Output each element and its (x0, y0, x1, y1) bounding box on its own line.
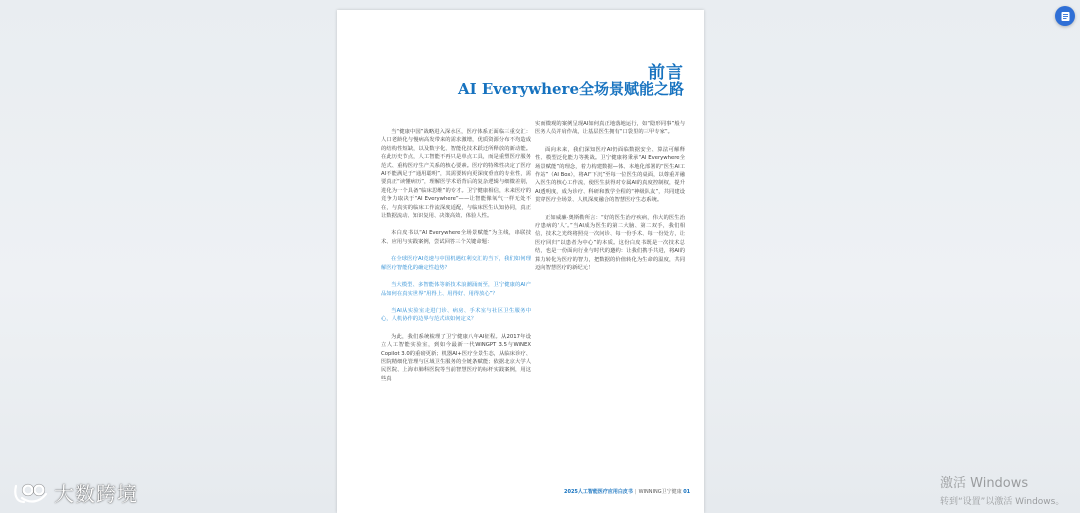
paragraph: 面向未来，我们深知医疗AI仍面临数据安全、算法可解释性、模型泛化能力等挑战。卫宁健康将秉承“AI Everywhere全场景赋能”的理念，着力构建数据—体、本地化部署的“医生AI工作站”（AI Box），将AI“下沉”至每一位医生的桌面，以尊重并融入医生的核心工作流，使医生获得对专属AI的真度控制权，提升AI透明度，成为诊疗、科研和教学全程的“神级队友”，共同建设贯穿医疗全场景、人机深度融合的智慧医疗生态系统。 (535, 146, 685, 204)
paragraph: 本白皮书以“AI Everywhere全场景赋能”为主线，串联技术、应用与实践案例，尝试回答三个关键命题： (381, 230, 531, 245)
watermark (12, 478, 138, 507)
page-title-en: AI Everywhere全场景赋能之路 (458, 80, 684, 98)
document-page (337, 10, 704, 513)
paragraph: 正如威廉·奥斯勒所言：“好的医生治疗疾病，伟大的医生治疗患病的‘人’。”当AI成为医生的第二大脑、第二双手，我们相信，技术之光终将照亮一次问诊、每一份手术、每一份处方，让医疗回归“以患者为中心”的本质。这份白皮书既是一次技术总结，也是一份面向行业与时代的邀约：让我们携手共进，将AI的算力转化为医疗的智力，把数据的价值转化为生命的温度，共同迈向智慧医疗的新纪元！ (535, 214, 685, 272)
paragraph: 为此，我们系统梳理了卫宁健康八年AI征程。从2017年设立人工智能实验室，到如今最新一代WiNGPT 3.5与WiNEX Copilot 3.0的重磅更新；机器AI+医疗全景生态，从临床诊疗、医院精细化管理与区域卫生服务的全链条赋能；依据北京大学人民医院、上海市肺科医院等当前智慧医疗的标杆实践案例，用这些真 (381, 333, 531, 382)
right-column (535, 120, 685, 282)
question-paragraph: 在全球医疗AI竞速与中国机遇红利交汇的当下，我们如何理解医疗智能化的确定性趋势？ (381, 256, 531, 271)
paragraph: 实而微观的案例呈现AI如何真正地落地运行，如“隐形同事”般与医务人员并肩作战，让基层医生拥有“口袋里的三甲专家”。 (535, 121, 685, 136)
paragraph: 当“健康中国”战略进入深水区，医疗体系正面临三重交汇：人口老龄化与慢病高发带来的需求激增，优质资源分布不均造成的结构性短缺，以及数字化、智能化技术跃迁所释放的新动能。在此历史节点，人工智能不再只是单点工具，而是重塑医疗服务范式、重构医疗生产关系的核心要素。医疗的特殊性决定了医疗AI不能满足于“通用聪明”，其需要转向更深度垂直的专业性，需要真正“读懂病历”，理解医学术语背后的复杂逻辑与细微差别，进化为一个具备“临床思维”的专才。卫宁健康相信，未来医疗的竞争力取决于“AI Everywhere”——让智能像氧气一样无处不在，与真实的临床工作流深度适配，与临床医生认知协同，真正让数据流动、知识复用、决策高效、体验人性。 (381, 129, 531, 220)
page-number: 01 (683, 489, 691, 495)
windows-activation-notice (940, 472, 1064, 507)
question-paragraph: 当AI从实验室走进门诊、病房、手术室与社区卫生服务中心，人机协作的边界与范式该如何定义？ (381, 307, 531, 323)
footer-company: WINNING卫宁健康 (638, 489, 682, 495)
question-paragraph: 当大模型、多智能体等新技术浪潮涌而至，卫宁健康的AI产品如何在真实世界“用得上、用得好、用得放心”？ (381, 282, 531, 297)
left-column (381, 128, 531, 392)
activation-title: 激活 Windows (940, 476, 1029, 491)
page-title-cn: 前言 (648, 63, 684, 83)
footer-brand: 2025人工智能医疗应用白皮书 (564, 489, 633, 495)
brand-logo-icon (12, 480, 50, 506)
footer-separator: | (634, 489, 637, 495)
watermark-text: 大数跨境 (54, 482, 138, 506)
document-translate-icon (1060, 11, 1071, 22)
document-tool-button[interactable] (1055, 6, 1075, 26)
page-footer (564, 488, 690, 495)
activation-hint: 转到“设置”以激活 Windows。 (940, 497, 1065, 507)
